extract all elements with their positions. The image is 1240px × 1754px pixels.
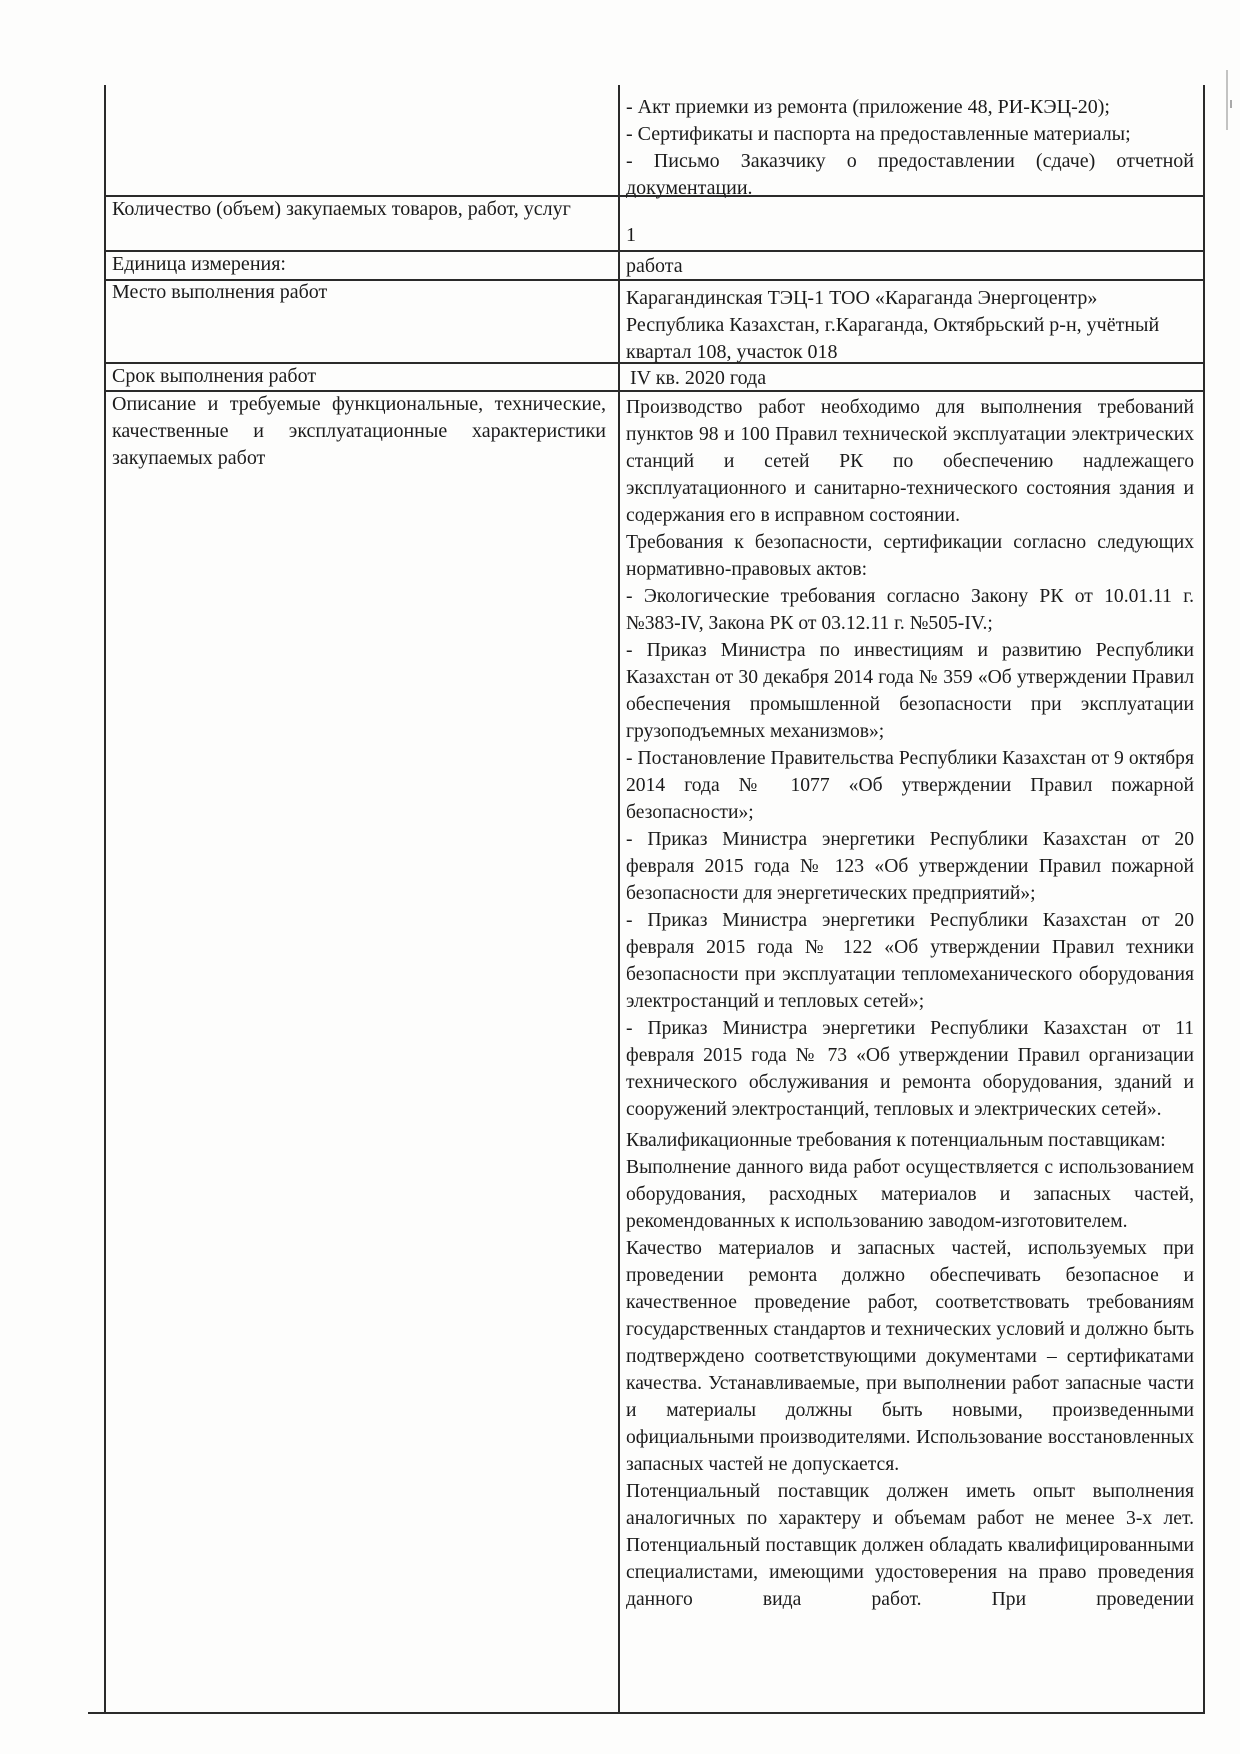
qualification-paragraph: Качество материалов и запасных частей, используемых при проведении ремонта должно обеспечивать безопасное и качественное проведение работ, соответствовать требованиям государственных стандартов и технических условий и должно быть подтверждено соответствующими документами – сертификатами качества. Устанавливаемые, при выполнении работ запасные части и материалы должны быть новыми, произведенными официальными производителями. Использование восстановленных запасных частей не допускается. xyxy=(626,1238,1194,1475)
documents-item: - Акт приемки из ремонта (приложение 48, РИ-КЭЦ-20); xyxy=(626,96,1110,118)
documents-list-cell xyxy=(626,94,1194,202)
quantity-label: Количество (объем) закупаемых товаров, работ, услуг xyxy=(112,198,571,220)
term-value: IV кв. 2020 года xyxy=(630,367,767,389)
quantity-value: 1 xyxy=(626,224,636,246)
unit-label: Единица измерения: xyxy=(112,253,286,275)
place-label: Место выполнения работ xyxy=(112,281,328,303)
term-label: Срок выполнения работ xyxy=(112,365,317,387)
description-intro: Производство работ необходимо для выполнения требований пунктов 98 и 100 Правил технической эксплуатации электрических станций и сетей РК по обеспечению надлежащего эксплуатационного и санитарно-технического состояния здания и содержания его в исправном состоянии. xyxy=(626,397,1194,526)
place-value: Карагандинская ТЭЦ-1 ТОО «Караганда Энергоцентр» Республика Казахстан, г.Караганда, Октябрьский р-н, учётный квартал 108, участок 018 xyxy=(626,287,1160,363)
regulation-item: - Постановление Правительства Республики Казахстан от 9 октября 2014 года № 1077 «Об утверждении Правил пожарной безопасности»; xyxy=(626,748,1194,823)
documents-item: - Сертификаты и паспорта на предоставленные материалы; xyxy=(626,123,1131,145)
description-value xyxy=(626,394,1194,1613)
qualification-paragraph: Выполнение данного вида работ осуществляется с использованием оборудования, расходных материалов и запасных частей, рекомендованных к использованию заводом-изготовителем. xyxy=(626,1157,1194,1232)
description-label: Описание и требуемые функциональные, технические, качественные и эксплуатационные характеристики закупаемых работ xyxy=(112,393,606,469)
regulation-item: - Приказ Министра энергетики Республики Казахстан от 20 февраля 2015 года № 123 «Об утверждении Правил пожарной безопасности для энергетических предприятий»; xyxy=(626,829,1194,904)
unit-value: работа xyxy=(626,255,683,277)
qualification-paragraph: Потенциальный поставщик должен иметь опыт выполнения аналогичных по характеру и объемам работ не менее 3-х лет. Потенциальный поставщик должен обладать квалифицированными специалистами, имеющими удостоверения на право проведения данного вида работ. При проведении xyxy=(626,1481,1194,1610)
safety-heading: Требования к безопасности, сертификации согласно следующих нормативно-правовых актов: xyxy=(626,532,1194,580)
regulation-item: - Экологические требования согласно Закону РК от 10.01.11 г. №383-IV, Закона РК от 03.12.11 г. №505-IV.; xyxy=(626,586,1194,634)
scan-artifact xyxy=(1230,100,1232,108)
documents-item: - Письмо Заказчику о предоставлении (сдаче) отчетной документации. xyxy=(626,150,1194,199)
table-border-right xyxy=(1203,85,1205,1713)
regulation-item: - Приказ Министра по инвестициям и развитию Республики Казахстан от 30 декабря 2014 года № 359 «Об утверждении Правил обеспечения промышленной безопасности при эксплуатации грузоподъемных механизмов»; xyxy=(626,640,1194,742)
scan-artifact xyxy=(1226,70,1228,130)
table-border-left xyxy=(104,85,106,1713)
regulation-item: - Приказ Министра энергетики Республики Казахстан от 20 февраля 2015 года № 122 «Об утверждении Правил техники безопасности при эксплуатации тепломеханического оборудования электростанций и тепловых сетей»; xyxy=(626,910,1194,1012)
table-border-middle xyxy=(618,85,620,1713)
qualification-heading: Квалификационные требования к потенциальным поставщикам: xyxy=(626,1130,1166,1151)
regulation-item: - Приказ Министра энергетики Республики Казахстан от 11 февраля 2015 года № 73 «Об утверждении Правил организации технического обслуживания и ремонта оборудования, зданий и сооружений электростанций, тепловых и электрических сетей». xyxy=(626,1018,1194,1120)
table-bottom-border xyxy=(88,1712,1205,1714)
